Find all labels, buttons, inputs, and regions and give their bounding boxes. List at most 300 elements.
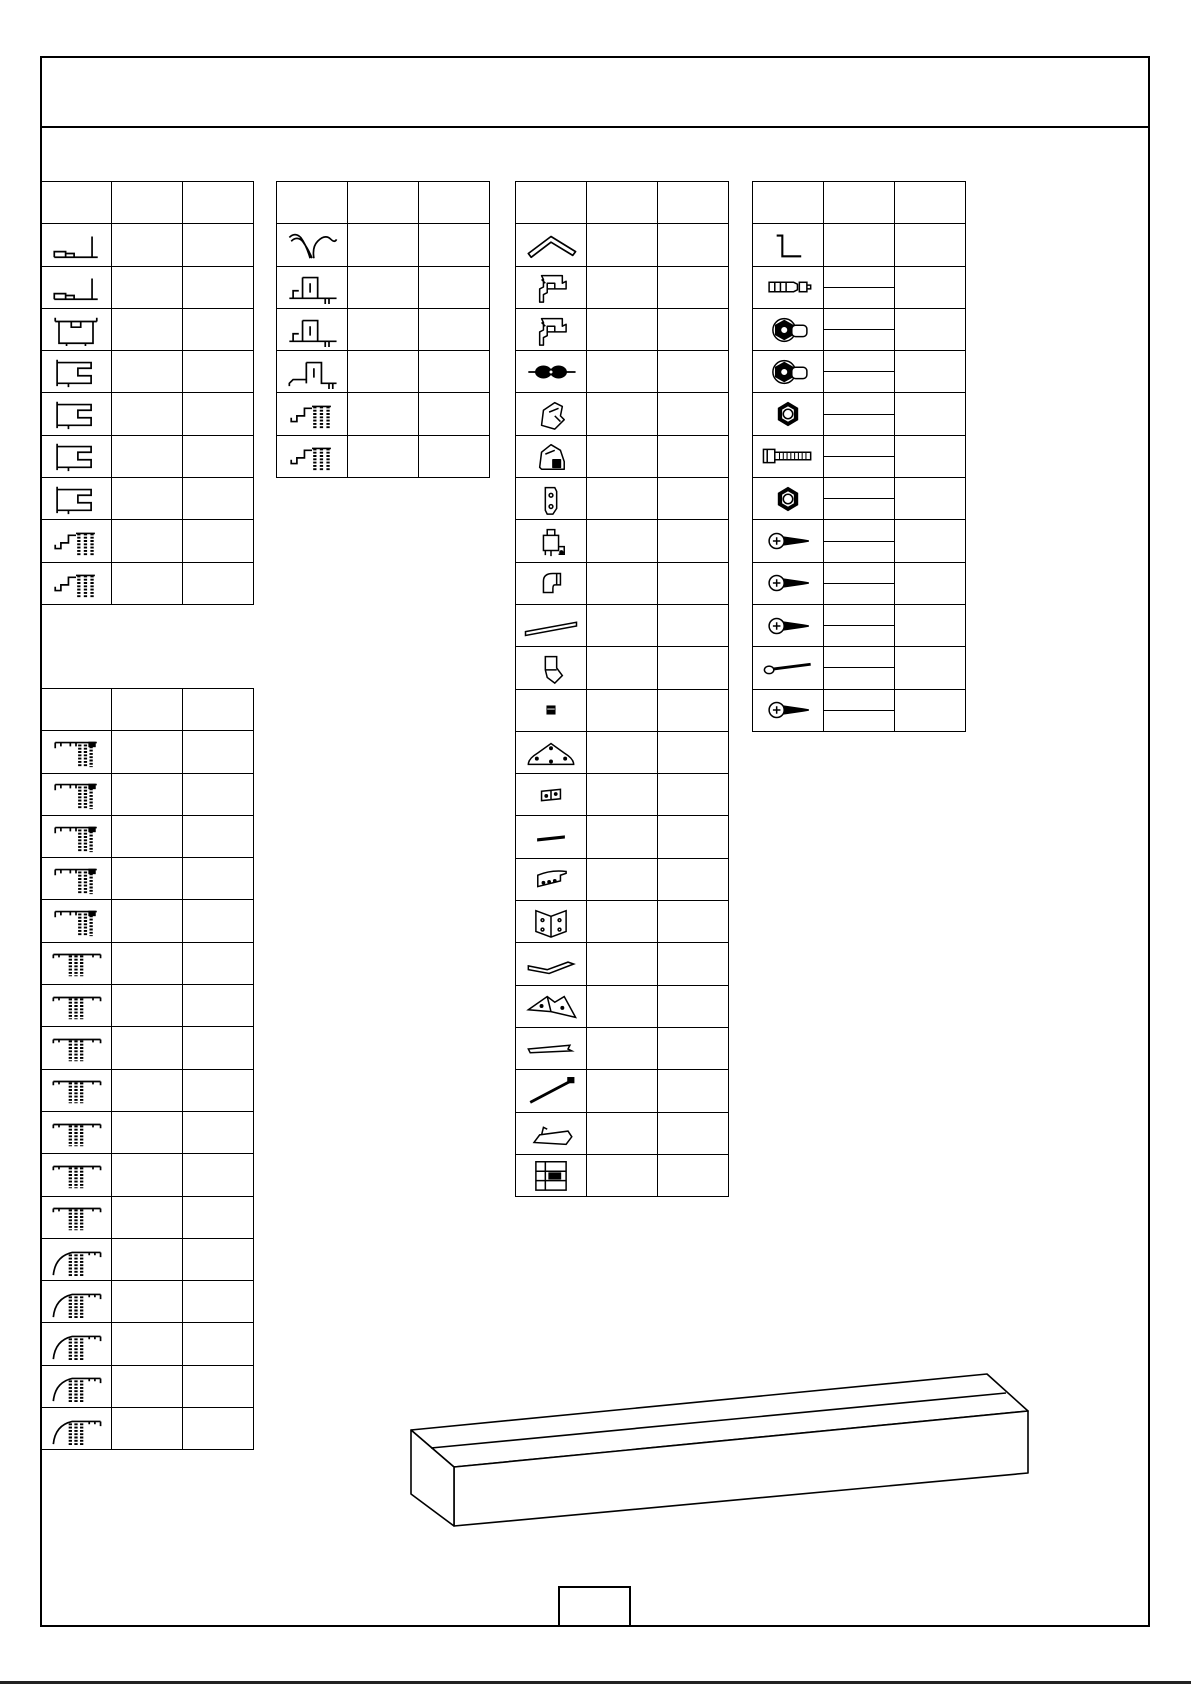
table-cell — [587, 732, 658, 774]
clip-icon — [522, 397, 580, 431]
table-subcell — [824, 563, 894, 584]
table-subcell — [824, 415, 894, 435]
triangle-plate-icon — [522, 736, 580, 770]
table-header-cell — [183, 689, 254, 731]
table-cell — [183, 1281, 254, 1323]
table-cell — [419, 351, 490, 393]
part-image-cell — [41, 816, 112, 858]
table-cell — [112, 1239, 183, 1281]
table-cell — [824, 478, 895, 520]
table-row — [753, 690, 966, 732]
wall-profile-icon — [47, 270, 105, 304]
part-image-cell — [516, 816, 587, 858]
anchor-bolt-icon — [759, 270, 817, 304]
table-cell — [183, 267, 254, 309]
table-row — [753, 267, 966, 309]
table-row — [277, 267, 490, 309]
table-cell — [824, 351, 895, 393]
table-row — [516, 816, 729, 858]
table-cell — [112, 224, 183, 266]
table-subcell — [824, 647, 894, 668]
header-title-box — [40, 56, 1150, 128]
page-number-box — [558, 1586, 631, 1627]
table-cell — [587, 563, 658, 605]
table-cell — [587, 351, 658, 393]
table-header-cell — [277, 182, 348, 224]
table-row — [753, 393, 966, 435]
table-cell — [895, 224, 966, 266]
table-cell — [587, 986, 658, 1028]
table-cell — [658, 1070, 729, 1112]
table-row — [516, 605, 729, 647]
table-row — [516, 647, 729, 689]
table-subcell — [824, 668, 894, 688]
table-row — [516, 1155, 729, 1197]
screw-icon — [759, 524, 817, 558]
table-cell — [895, 351, 966, 393]
flat-strip-icon — [522, 1032, 580, 1066]
table-row — [516, 436, 729, 478]
screw-icon — [759, 609, 817, 643]
table-cell — [112, 478, 183, 520]
table-cell — [587, 520, 658, 562]
table-row — [753, 309, 966, 351]
table-row — [41, 1112, 254, 1154]
table-row — [753, 647, 966, 689]
table-cell — [419, 224, 490, 266]
t-rafter-profile-icon — [47, 1116, 105, 1150]
table-header-cell — [348, 182, 419, 224]
table-cell — [183, 1408, 254, 1450]
part-image-cell — [516, 1028, 587, 1070]
table-row — [41, 520, 254, 562]
table-cell — [587, 267, 658, 309]
table-row — [41, 351, 254, 393]
table-row — [516, 224, 729, 266]
table-subcell — [824, 478, 894, 499]
h-profile-icon — [47, 355, 105, 389]
cable-tie-icon — [522, 1074, 580, 1108]
page-bottom-rule — [0, 1681, 1191, 1684]
table-cell — [587, 605, 658, 647]
table-row — [516, 1113, 729, 1155]
part-image-cell — [41, 393, 112, 435]
table-cell — [183, 436, 254, 478]
elbow-pipe-icon — [522, 566, 580, 600]
table-row — [753, 224, 966, 266]
handle-plate-icon — [522, 482, 580, 516]
curved-rafter-profile-icon — [47, 1285, 105, 1319]
part-image-cell — [516, 986, 587, 1028]
rafter-end-profile-icon — [47, 820, 105, 854]
parts-table — [276, 181, 490, 478]
table-cell — [112, 393, 183, 435]
hinge-bracket-icon — [522, 313, 580, 347]
table-header-cell — [112, 689, 183, 731]
table-cell — [183, 1197, 254, 1239]
part-image-cell — [516, 1113, 587, 1155]
table-cell — [587, 816, 658, 858]
table-cell — [183, 1154, 254, 1196]
rafter-end-profile-icon — [47, 862, 105, 896]
table-row — [41, 267, 254, 309]
table-cell — [183, 309, 254, 351]
part-image-cell — [41, 1239, 112, 1281]
table-cell — [183, 1366, 254, 1408]
part-image-cell — [753, 393, 824, 435]
part-image-cell — [516, 732, 587, 774]
table-cell — [658, 563, 729, 605]
table-header-cell — [41, 182, 112, 224]
table-cell — [895, 436, 966, 478]
t-rafter-profile-icon — [47, 1158, 105, 1192]
table-row — [516, 267, 729, 309]
table-cell — [112, 267, 183, 309]
h-profile-icon — [47, 397, 105, 431]
table-cell — [587, 1113, 658, 1155]
rafter-end-profile-icon — [47, 777, 105, 811]
table-row — [41, 985, 254, 1027]
part-image-cell — [753, 224, 824, 266]
hinge-icon — [522, 778, 580, 812]
table-row — [41, 563, 254, 605]
part-image-cell — [277, 393, 348, 435]
table-cell — [112, 774, 183, 816]
table-header-cell — [895, 182, 966, 224]
table-header-cell — [658, 182, 729, 224]
table-subcell — [824, 330, 894, 350]
table-cell — [183, 563, 254, 605]
table-cell — [183, 224, 254, 266]
table-cell — [587, 901, 658, 943]
table-cell — [183, 351, 254, 393]
table-subcell — [824, 690, 894, 711]
table-cell — [183, 520, 254, 562]
part-image-cell — [41, 943, 112, 985]
table-row — [516, 393, 729, 435]
parts-table — [515, 181, 729, 1197]
table-row — [41, 900, 254, 942]
part-image-cell — [516, 1070, 587, 1112]
part-image-cell — [516, 943, 587, 985]
table-cell — [112, 351, 183, 393]
table-subcell — [824, 542, 894, 562]
hex-bolt-icon — [759, 439, 817, 473]
table-header-cell — [41, 689, 112, 731]
table-cell — [183, 900, 254, 942]
table-row — [41, 1408, 254, 1450]
table-row — [516, 943, 729, 985]
part-image-cell — [41, 1281, 112, 1323]
table-cell — [112, 1070, 183, 1112]
table-cell — [824, 224, 895, 266]
table-row — [41, 816, 254, 858]
hex-nut-icon — [759, 482, 817, 516]
table-cell — [658, 1155, 729, 1197]
table-row — [516, 478, 729, 520]
table-cell — [658, 309, 729, 351]
part-image-cell — [41, 1323, 112, 1365]
table-cell — [587, 943, 658, 985]
z-bracket-icon — [522, 1116, 580, 1150]
table-cell — [824, 520, 895, 562]
table-header-cell — [824, 182, 895, 224]
bar-icon — [522, 609, 580, 643]
table-row — [41, 1154, 254, 1196]
table-row — [753, 478, 966, 520]
table-row — [516, 351, 729, 393]
part-image-cell — [41, 309, 112, 351]
table-row — [277, 436, 490, 478]
table-cell — [895, 690, 966, 732]
table-row — [277, 309, 490, 351]
slim-bar-icon — [522, 820, 580, 854]
table-cell — [112, 858, 183, 900]
table-cell — [658, 224, 729, 266]
t-rafter-profile-icon — [47, 1031, 105, 1065]
table-cell — [112, 1027, 183, 1069]
table-row — [41, 224, 254, 266]
part-image-cell — [516, 393, 587, 435]
t-rafter-profile-icon — [47, 946, 105, 980]
table-cell — [348, 309, 419, 351]
table-row — [277, 393, 490, 435]
table-row — [516, 520, 729, 562]
door-lock-icon — [522, 524, 580, 558]
part-image-cell — [753, 267, 824, 309]
table-row — [753, 605, 966, 647]
table-subcell — [824, 711, 894, 731]
table-subcell — [824, 436, 894, 457]
part-image-cell — [753, 309, 824, 351]
table-cell — [824, 309, 895, 351]
table-header-cell — [753, 182, 824, 224]
table-subcell — [824, 309, 894, 330]
gutter-bracket-icon — [522, 862, 580, 896]
corner-bracket-icon — [522, 905, 580, 939]
hex-nut-icon — [759, 397, 817, 431]
t-rafter-profile-icon — [47, 1073, 105, 1107]
table-cell — [658, 267, 729, 309]
flange-bolt-icon — [759, 355, 817, 389]
table-cell — [348, 393, 419, 435]
table-cell — [658, 520, 729, 562]
part-image-cell — [516, 605, 587, 647]
roof-beam-profile-icon — [283, 313, 341, 347]
table-cell — [895, 520, 966, 562]
table-cell — [658, 901, 729, 943]
table-cell — [824, 690, 895, 732]
ridge-profile-icon — [283, 228, 341, 262]
gutter-profile-icon — [47, 566, 105, 600]
part-image-cell — [753, 605, 824, 647]
l-plate-icon — [522, 947, 580, 981]
table-cell — [183, 1112, 254, 1154]
table-cell — [824, 267, 895, 309]
table-subcell — [824, 393, 894, 414]
table-row — [41, 858, 254, 900]
table-cell — [587, 478, 658, 520]
part-image-cell — [753, 436, 824, 478]
part-image-cell — [516, 774, 587, 816]
table-cell — [895, 393, 966, 435]
gutter-profile-icon — [283, 397, 341, 431]
table-cell — [183, 1027, 254, 1069]
table-row — [516, 690, 729, 732]
table-cell — [419, 267, 490, 309]
table-cell — [824, 436, 895, 478]
table-cell — [112, 816, 183, 858]
table-row — [277, 224, 490, 266]
table-row — [516, 309, 729, 351]
double-roller-icon — [522, 355, 580, 389]
roof-beam-profile-icon — [283, 270, 341, 304]
table-cell — [112, 1366, 183, 1408]
table-cell — [587, 774, 658, 816]
table-header-cell — [516, 182, 587, 224]
part-image-cell — [516, 224, 587, 266]
table-cell — [112, 1154, 183, 1196]
table-cell — [824, 605, 895, 647]
part-image-cell — [516, 436, 587, 478]
table-cell — [348, 224, 419, 266]
table-cell — [183, 1239, 254, 1281]
table-row — [41, 1027, 254, 1069]
table-cell — [112, 520, 183, 562]
table-row — [41, 774, 254, 816]
latch-icon — [522, 439, 580, 473]
curved-rafter-profile-icon — [47, 1412, 105, 1446]
table-cell — [658, 478, 729, 520]
table-header-row — [41, 182, 254, 224]
table-row — [41, 943, 254, 985]
part-image-cell — [277, 309, 348, 351]
door-guide-icon — [522, 1158, 580, 1192]
table-cell — [658, 351, 729, 393]
part-image-cell — [41, 1154, 112, 1196]
table-row — [41, 1197, 254, 1239]
part-image-cell — [41, 858, 112, 900]
part-image-cell — [516, 478, 587, 520]
part-image-cell — [753, 690, 824, 732]
table-row — [41, 436, 254, 478]
table-cell — [658, 943, 729, 985]
table-cell — [183, 393, 254, 435]
table-subcell — [824, 584, 894, 604]
rafter-end-profile-icon — [47, 735, 105, 769]
table-cell — [895, 309, 966, 351]
table-cell — [658, 1113, 729, 1155]
table-row — [753, 520, 966, 562]
part-image-cell — [753, 647, 824, 689]
table-row — [41, 1366, 254, 1408]
table-cell — [895, 563, 966, 605]
part-image-cell — [516, 690, 587, 732]
part-image-cell — [41, 731, 112, 773]
table-subcell — [824, 626, 894, 646]
part-image-cell — [753, 351, 824, 393]
part-image-cell — [41, 1070, 112, 1112]
part-image-cell — [41, 520, 112, 562]
table-header-cell — [112, 182, 183, 224]
table-subcell — [824, 499, 894, 519]
curved-rafter-profile-icon — [47, 1327, 105, 1361]
table-row — [516, 986, 729, 1028]
table-cell — [112, 436, 183, 478]
part-image-cell — [516, 267, 587, 309]
part-image-cell — [41, 1027, 112, 1069]
part-image-cell — [41, 351, 112, 393]
table-cell — [658, 1028, 729, 1070]
part-image-cell — [41, 1112, 112, 1154]
part-image-cell — [41, 478, 112, 520]
h-profile-icon — [47, 482, 105, 516]
table-cell — [587, 309, 658, 351]
table-cell — [112, 1112, 183, 1154]
table-cell — [348, 436, 419, 478]
table-cell — [183, 478, 254, 520]
table-header-row — [277, 182, 490, 224]
part-image-cell — [516, 351, 587, 393]
table-cell — [587, 393, 658, 435]
table-cell — [587, 436, 658, 478]
part-image-cell — [277, 224, 348, 266]
table-row — [516, 774, 729, 816]
table-header-cell — [183, 182, 254, 224]
table-cell — [824, 393, 895, 435]
wall-profile-icon — [47, 228, 105, 262]
angle-bracket-icon — [522, 228, 580, 262]
table-cell — [658, 647, 729, 689]
table-cell — [183, 985, 254, 1027]
part-image-cell — [41, 774, 112, 816]
part-image-cell — [753, 478, 824, 520]
table-row — [753, 436, 966, 478]
table-subcell — [824, 520, 894, 541]
table-row — [41, 1323, 254, 1365]
curved-rafter-profile-icon — [47, 1369, 105, 1403]
table-subcell — [824, 288, 894, 308]
screw-icon — [759, 693, 817, 727]
t-rafter-profile-icon — [47, 989, 105, 1023]
table-cell — [183, 1070, 254, 1112]
h-profile-icon — [47, 439, 105, 473]
table-cell — [587, 1155, 658, 1197]
part-image-cell — [41, 436, 112, 478]
table-subcell — [824, 372, 894, 392]
table-cell — [419, 393, 490, 435]
part-image-cell — [516, 309, 587, 351]
l-hook-icon — [759, 228, 817, 262]
table-row — [516, 901, 729, 943]
table-cell — [183, 943, 254, 985]
table-cell — [112, 1281, 183, 1323]
table-row — [277, 351, 490, 393]
table-cell — [587, 224, 658, 266]
t-profile-icon — [47, 313, 105, 347]
table-cell — [112, 563, 183, 605]
table-cell — [658, 986, 729, 1028]
table-cell — [112, 900, 183, 942]
table-row — [516, 1070, 729, 1112]
table-cell — [658, 816, 729, 858]
parts-table — [752, 181, 966, 732]
table-cell — [183, 1323, 254, 1365]
table-subcell — [824, 457, 894, 477]
table-cell — [587, 647, 658, 689]
table-cell — [895, 605, 966, 647]
part-image-cell — [277, 351, 348, 393]
